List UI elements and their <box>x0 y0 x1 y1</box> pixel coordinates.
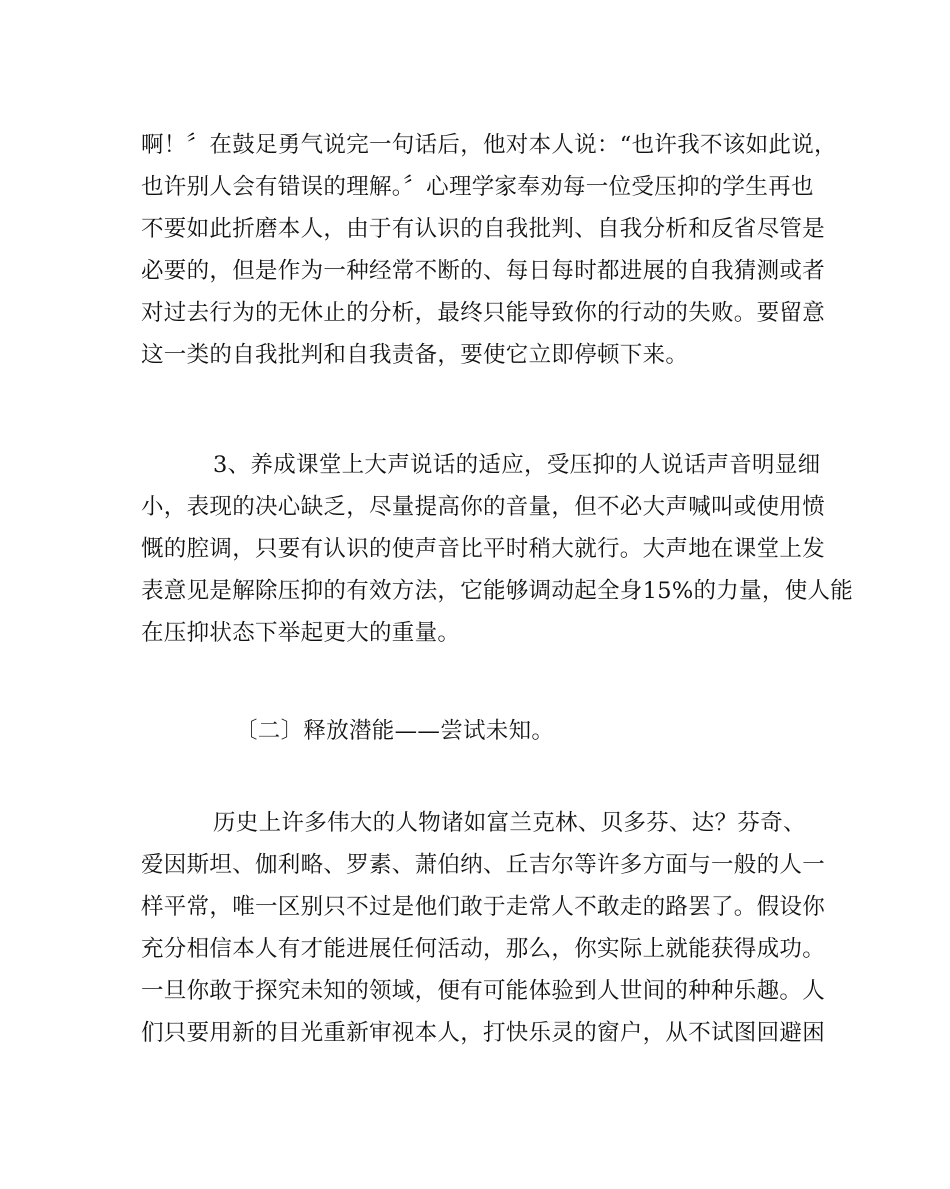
paragraph-2-line-4: 表意见是解除压抑的有效方法，它能够调动起全身15%的力量，使人能 <box>141 578 854 604</box>
paragraph-2-line-3: 慨的腔调，只要有认识的使声音比平时稍大就行。大声地在课堂上发 <box>141 536 826 562</box>
paragraph-1-line-2: 也许别人会有错误的理解。〞心理学家奉劝每一位受压抑的学生再也 <box>141 174 814 200</box>
paragraph-1-line-3: 不要如此折磨本人，由于有认识的自我批判、自我分析和反省尽管是 <box>141 216 826 242</box>
paragraph-1-line-4: 必要的，但是作为一种经常不断的、每日每时都进展的自我猜测或者 <box>141 258 826 284</box>
paragraph-3-line-2: 爱因斯坦、伽利略、罗素、萧伯纳、丘吉尔等许多方面与一般的人一 <box>141 852 826 878</box>
paragraph-2-line-1: 3、养成课堂上大声说话的适应，受压抑的人说话声音明显细 <box>213 452 821 478</box>
paragraph-3-line-1: 历史上许多伟大的人物诸如富兰克林、贝多芬、达？芬奇、 <box>213 810 806 836</box>
paragraph-3-line-6: 们只要用新的目光重新审视本人，打快乐灵的窗户，从不试图回避困 <box>141 1020 826 1046</box>
paragraph-2-line-5: 在压抑状态下举起更大的重量。 <box>141 620 461 646</box>
paragraph-3-line-3: 样平常，唯一区别只不过是他们敢于走常人不敢走的路罢了。假设你 <box>141 894 826 920</box>
paragraph-1-line-1: 啊！〞在鼓足勇气说完一句话后，他对本人说：“也许我不该如此说， <box>141 132 837 158</box>
paragraph-2-line-2: 小，表现的决心缺乏，尽量提高你的音量，但不必大声喊叫或使用愤 <box>141 494 826 520</box>
paragraph-1-line-5: 对过去行为的无休止的分析，最终只能导致你的行动的失败。要留意 <box>141 300 826 326</box>
paragraph-3-line-4: 充分相信本人有才能进展任何活动，那么，你实际上就能获得成功。 <box>141 936 826 962</box>
paragraph-3-line-5: 一旦你敢于探究未知的领域，便有可能体验到人世间的种种乐趣。人 <box>141 978 826 1004</box>
paragraph-1-line-6: 这一类的自我批判和自我责备，要使它立即停顿下来。 <box>141 342 689 368</box>
section-heading: 〔二〕释放潜能——尝试未知。 <box>235 718 555 744</box>
